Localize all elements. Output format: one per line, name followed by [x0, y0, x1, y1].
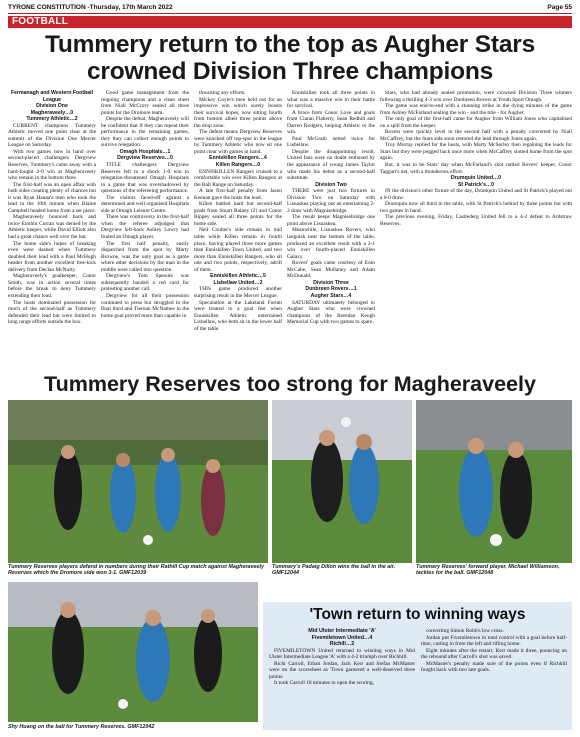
paragraph: Neil Coulter's side remain in mid table while Killen remain in fourth place, having played three more games than Enniskillen Town United, and two more than Enniskillen Rangers, who sit one and two points, respectively, adrift of them. — [194, 227, 282, 273]
paragraph: Despite the defeat, Magheraveely will be confident that if they can repeat their performance in the remaining games, they they can collect enough points to survive relegation. — [101, 116, 189, 149]
paragraph: The home side's hopes of breaking even were dashed when Tummery doubled their lead with a Paul McHugh header from another excellent free-kick delivery from Declan McNulty. — [8, 240, 96, 273]
paragraph: CURRENT champions Tummery Athletic moved one point clear at the summit of the Division One Mercer League on Saturday. — [8, 122, 96, 149]
subhead: Division Three — [313, 279, 349, 286]
subhead: Killen Rangers…0 — [215, 162, 261, 169]
subhead: Enniskillen Rangers…4 — [209, 155, 267, 162]
section-label: FOOTBALL — [12, 16, 69, 27]
caption-photo-main: Tummery Reserves players defend in numbers during their Rathill Cup match against Magheraveely Reserves which the Dromore side won 3-1. GMF12039 — [8, 564, 265, 577]
paragraph: IN the division's other fixture of the day, Drumquin United and St Patrick's played out a 0-0 draw. — [380, 188, 572, 201]
paragraph: With two games now in hand over second-placed challengers Dergview Reserves, Tummery's came away with a hard-fought 2-0 win at Magheraveely who remain in the bottom three. — [8, 148, 96, 182]
paragraph: The visitors faced-off against a determined and well organised Hospitals side at Omagh Leisure Centre. — [101, 194, 189, 214]
paragraph: Rovers were quickly level in the second half with a penalty converted by Niall McCaffrey, but the Stars side soon restored the lead through Jones again. — [380, 129, 572, 142]
paragraph: The previous evening, Friday, Castlederg United fell to a 4-2 defeat to Ardstraw Reserves. — [380, 214, 572, 227]
paragraph: The hosts dominated possession for much of the second-half as Tummery defended their lead but were limited to long range efforts outside the box. — [8, 299, 96, 326]
paragraph: Dergview's Tom Speoule was subsequently handed a red card for protesting another call. — [101, 273, 189, 293]
subhead: Dunbreen Rovers…1 — [305, 286, 357, 293]
paragraph: There was controversy in the first-half when the referee adjudged that Dergview left-back Ashley Lowry had fouled an Omagh player. — [101, 214, 189, 241]
subhead: Fermanagh and Western Football League — [10, 90, 94, 103]
photo-main — [8, 400, 268, 563]
paragraph: Eight minutes after the restart, Kerr made it three, pouncing on the rebound after Carroll's shot was saved. — [421, 647, 567, 661]
paragraph: Jordan put Fivemiletown in total control with a goal before half-time, cutting in from the left and rifling home. — [421, 634, 567, 648]
paragraph: SATURDAY ultimately belonged to Augher Stars who were crowned champions of the Brendan Keogh Memorial Cup with two games to spare. — [287, 299, 375, 326]
paragraph: TITLE challengers Dergview Reserves fell to a shock 1-0 win to relegation-threatened Omagh Hospitals in a game that was overshadowed by questions of the refereeing performance. — [101, 162, 189, 195]
subhead: Magheraveely…0 — [30, 109, 74, 116]
subhead: Lisbellaw United…2 — [213, 279, 263, 286]
paragraph: FIVEMILETOWN United returned to winning ways in Mid Ulster Intermediate League 'A' with a 4-2 triumph over Richhill. — [269, 647, 415, 661]
paragraph: It took Carroll 18 minutes to open the scoring, — [274, 680, 374, 687]
paragraph: Meanwhile, Lisnaskea Rovers, who languish near the bottom of the table, produced an excellent result with a 3-1 win over fourth-placed Enniskillen Galaxy. — [287, 227, 375, 260]
paragraph: Magheraveely bounced back and twice Eimhin Curran was denied by the Athletic keeper, while David Elliott also had a great chance well over the bar. — [8, 214, 96, 241]
subhead: Division Two — [315, 181, 347, 188]
paragraph: THERE were just two fixtures in Division Two on Saturday with Lisnaskea playing out an entertaining 2-2 draw with Magnisebridge. — [287, 188, 375, 214]
paragraph: The game was end-to-end with a stunning strike in the dying minutes of the game from Ashley McFarland sealing the win - and the title - for Augher. — [380, 103, 572, 116]
subhead: Dergview Reserves…0 — [117, 155, 173, 162]
subhead: Fivemiletown United…4 — [311, 634, 373, 641]
paragraph: Enniskillen took all three points in what was a massive win in their battle for survival. — [287, 90, 375, 110]
paragraph: Good game management from the reigning champions and a clean sheet from Niall McCrory sealed all three points for the Dromore team. — [101, 90, 189, 116]
article-column-2 — [101, 90, 189, 376]
subhead: Augher Stars…4 — [310, 292, 352, 299]
paragraph: A brace from Conor Love and goals from Ciaran Flaherty, Sean Redhill and Darren Rodgers, helping Athletic to the win. — [287, 109, 375, 136]
section-bar — [8, 16, 572, 28]
subhead: Tummery Athletic…2 — [26, 116, 78, 123]
paragraph: The first-half was an open affair with both sides creating plenty of chances but it was Ryan Hanna's men who took the lead in the 10th minute when Blaine Campbell headed home from a set piece. — [8, 181, 96, 214]
subhead: Mid Ulster Intermediate 'A' — [308, 628, 376, 634]
paragraph: The first half penalty, easily dispatched from the spot by Marty Browne, was the only goal as a game where other decisions by the man in the middle were called into question. — [101, 240, 189, 273]
subhead: Richill…2 — [329, 641, 355, 648]
paragraph: converting Simon Robb's low cross. — [426, 628, 504, 634]
sidebar-story — [263, 602, 572, 730]
masthead: TYRONE CONSTITUTION -Thursday, 17th March 2022 — [8, 4, 173, 11]
photo-right — [416, 400, 572, 563]
paragraph: The only goal of the first-half came for Augher from William Jones who capitalised on a spill from the keeper. — [380, 116, 572, 129]
paragraph: But, it was to be Stars' day when McFarland's shot rattled Rovers' keeper, Conor Taggart's net, with a thunderous effort. — [380, 162, 572, 175]
paragraph: Despite the disappointing result, United fans were no doubt enthused by the appearance of young James Taylor who made his debut as a second-half substitute. — [287, 148, 375, 182]
paragraph: ENNISKILLEN Rangers cruised to a comfortable win over Killen Rangers at the Ball Range on Saturday. — [194, 168, 282, 188]
sub-headline: Tummery Reserves too strong for Magheraveely — [44, 372, 536, 396]
photo-mid — [272, 400, 412, 563]
paragraph: McMaster's penalty made sure of the points even if Richhill fought back with two late goals. — [421, 660, 567, 674]
page-header — [8, 3, 572, 12]
article-column-1 — [8, 90, 96, 376]
paragraph: Mickey Coyle's men held out for an impressive win which surely boosts their survival hopes, now sitting fourth from bottom albeit three points above the drop zone. — [194, 96, 282, 129]
page-number: Page 55 — [547, 4, 572, 11]
subhead: Drumquin United…0 — [450, 175, 502, 182]
paragraph: thwarting any efforts. — [199, 90, 246, 96]
paragraph: Magheraveely's goalkeeper, Conor Smith, was in action several times before the break to deny Tummery extending their lead. — [8, 273, 96, 299]
caption-photo-right: Tummery Reserves' forward player, Michael Williamson, tackles for the ball. GMF12048 — [416, 564, 560, 577]
article-column-5 — [380, 90, 572, 376]
paragraph: Speculation at the Lakeland Forum were treated to a goal fest when Enniskillen Athletic entertained Lisbellaw, who both sit in the lower half of the table. — [194, 299, 282, 332]
paragraph: THIS game produced another surprising result in the Mercer League. — [194, 286, 282, 299]
sidebar-headline: 'Town return to winning ways — [309, 606, 526, 623]
subhead: Division One — [36, 103, 68, 110]
paragraph: The defeat means Dergview Reserves were knocked off top-spot in the league by Tummery Athletic who now sit one point clear with games in hand. — [194, 129, 282, 155]
article-column-3 — [194, 90, 282, 376]
caption-photo-mid: Tummery's Padaig Dillon wins the ball in the air. GMF12044 — [272, 564, 396, 577]
paragraph: Dergview for all their possession continued to press but struggled in the final third and Tiernan McNamee in the home goal proved more than capable in — [101, 292, 189, 319]
paragraph: Killen battled hard but second-half goals from Stuart Rainey (2) and Conor Rippey sealed all three points for the home side. — [194, 201, 282, 227]
sidebar-column-right — [421, 628, 567, 728]
subhead: Enniskillen Athletic…5 — [210, 273, 266, 280]
paragraph: The result keeps Magnisebridge one point above Lisnaskea. — [287, 214, 375, 227]
subhead: St Patrick's…0 — [457, 181, 495, 188]
caption-photo-bottom: Shy Huang on the ball for Tummery Reserves. GMF12042 — [8, 724, 155, 730]
article-column-4 — [287, 90, 375, 376]
paragraph: Stars, who had already sealed promotion, were crowned Division Three winners following a thrilling 4-3 win over Dunbreen Rovers at Youth Sport Omagh. — [380, 90, 572, 103]
sidebar-column-left — [269, 628, 415, 728]
paragraph: Richi Carroll, Ethan Jordan, Jack Kerr and Stefan McMaster were on the scoresheet as 'Town garnered a well-deserved three points. — [269, 660, 415, 680]
subhead: Omagh Hospitals…1 — [119, 148, 171, 155]
header-rule — [8, 13, 572, 14]
paragraph: Rovers' goals came courtesy of Eoin McCabe, Sean Mullaney and Adam McDonald. — [287, 260, 375, 280]
paragraph: Paul McGrath netted twice for Lisbellaw. — [287, 135, 375, 149]
paragraph: Drumquin now sit third in the table, with St Patrick's behind by three points but with two games in hand. — [380, 201, 572, 214]
main-headline: Tummery return to the top as Augher Stars crowned Division Three champions — [44, 31, 536, 85]
paragraph: Troy Murray replied for the hosts, with Marty McSorley then regaining the leads for Stars but they were pegged back once more when McCaffrey slotted home from the spot again. — [380, 142, 572, 162]
photo-bottom — [8, 582, 258, 722]
paragraph: A late first-half penalty from Jason Keenan gave the hosts the lead. — [194, 188, 282, 201]
